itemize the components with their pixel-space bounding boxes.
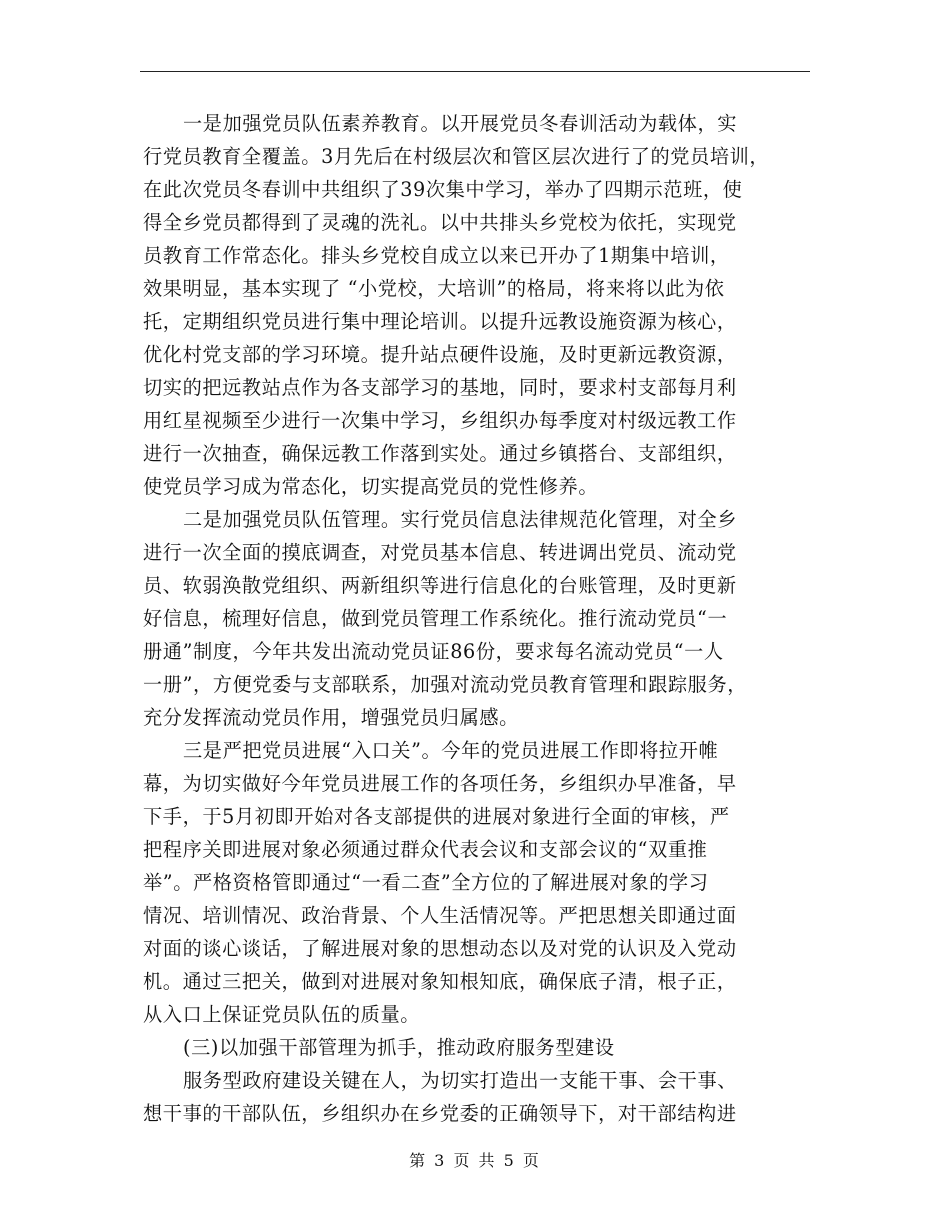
- document-body: [143, 107, 819, 1130]
- text-line: 服务型政府建设关键在人，为切实打造出一支能干事、会干事、: [183, 1069, 738, 1092]
- text-line: 员、软弱涣散党组织、两新组织等进行信息化的台账管理，及时更新: [143, 574, 737, 597]
- text-line: 情况、培训情况、政治背景、个人生活情况等。严把思想关即通过面: [143, 904, 737, 927]
- text-line: 三是严把党员进展“入口关”。今年的党员进展工作即将拉开帷: [183, 739, 719, 762]
- header-divider: [140, 71, 810, 72]
- text-line: 幕，为切实做好今年党员进展工作的各项任务，乡组织办早准备，早: [143, 772, 737, 795]
- text-line: 优化村党支部的学习环境。提升站点硬件设施，及时更新远教资源，: [143, 343, 737, 366]
- text-line: 想干事的干部队伍，乡组织办在乡党委的正确领导下，对干部结构进: [143, 1102, 737, 1125]
- text-line: 一册”，方便党委与支部联系，加强对流动党员教育管理和跟踪服务，: [143, 673, 748, 696]
- page-footer: 第 3 页 共 5 页: [409, 1151, 541, 1170]
- text-line: 使党员学习成为常态化，切实提高党员的党性修养。: [143, 475, 599, 498]
- text-line: 在此次党员冬春训中共组织了39次集中学习，举办了四期示范班，使: [143, 178, 743, 201]
- text-line: 册通”制度，今年共发出流动党员证86份，要求每名流动党员“一人: [143, 640, 724, 663]
- text-line: 对面的谈心谈话，了解进展对象的思想动态以及对党的认识及入党动: [143, 937, 737, 960]
- text-line: 好信息，梳理好信息，做到党员管理工作系统化。推行流动党员“一: [143, 607, 728, 630]
- text-line: 切实的把远教站点作为各支部学习的基地，同时，要求村支部每月利: [143, 376, 737, 399]
- text-line: 效果明显，基本实现了 “小党校，大培训”的格局，将来将以此为依: [143, 277, 725, 300]
- text-line: 下手，于5月初即开始对各支部提供的进展对象进行全面的审核，严: [143, 805, 730, 828]
- text-line: 员教育工作常态化。排头乡党校自成立以来已开办了1期集中培训，: [143, 244, 730, 267]
- text-line: 一是加强党员队伍素养教育。以开展党员冬春训活动为载体，实: [183, 112, 738, 135]
- text-line: 把程序关即进展对象必须通过群众代表会议和支部会议的“双重推: [143, 838, 708, 861]
- text-line: 充分发挥流动党员作用，增强党员归属感。: [143, 706, 519, 729]
- text-line: 托，定期组织党员进行集中理论培训。以提升远教设施资源为核心，: [143, 310, 737, 333]
- text-line: 机。通过三把关，做到对进展对象知根知底，确保底子清，根子正，: [143, 970, 737, 993]
- text-line: (三)以加强干部管理为抓手，推动政府服务型建设: [183, 1036, 615, 1059]
- text-line: 用红星视频至少进行一次集中学习，乡组织办每季度对村级远教工作: [143, 409, 737, 432]
- text-line: 从入口上保证党员队伍的质量。: [143, 1003, 421, 1026]
- text-line: 进行一次抽查，确保远教工作落到实处。通过乡镇搭台、支部组织，: [143, 442, 737, 465]
- text-line: 二是加强党员队伍管理。实行党员信息法律规范化管理，对全乡: [183, 508, 738, 531]
- text-line: 得全乡党员都得到了灵魂的洗礼。以中共排头乡党校为依托，实现党: [143, 211, 737, 234]
- text-line: 进行一次全面的摸底调查，对党员基本信息、转进调出党员、流动党: [143, 541, 737, 564]
- text-line: 行党员教育全覆盖。3月先后在村级层次和管区层次进行了的党员培训，: [143, 145, 770, 168]
- text-line: 举”。严格资格管即通过“一看二查”全方位的了解进展对象的学习: [143, 871, 709, 894]
